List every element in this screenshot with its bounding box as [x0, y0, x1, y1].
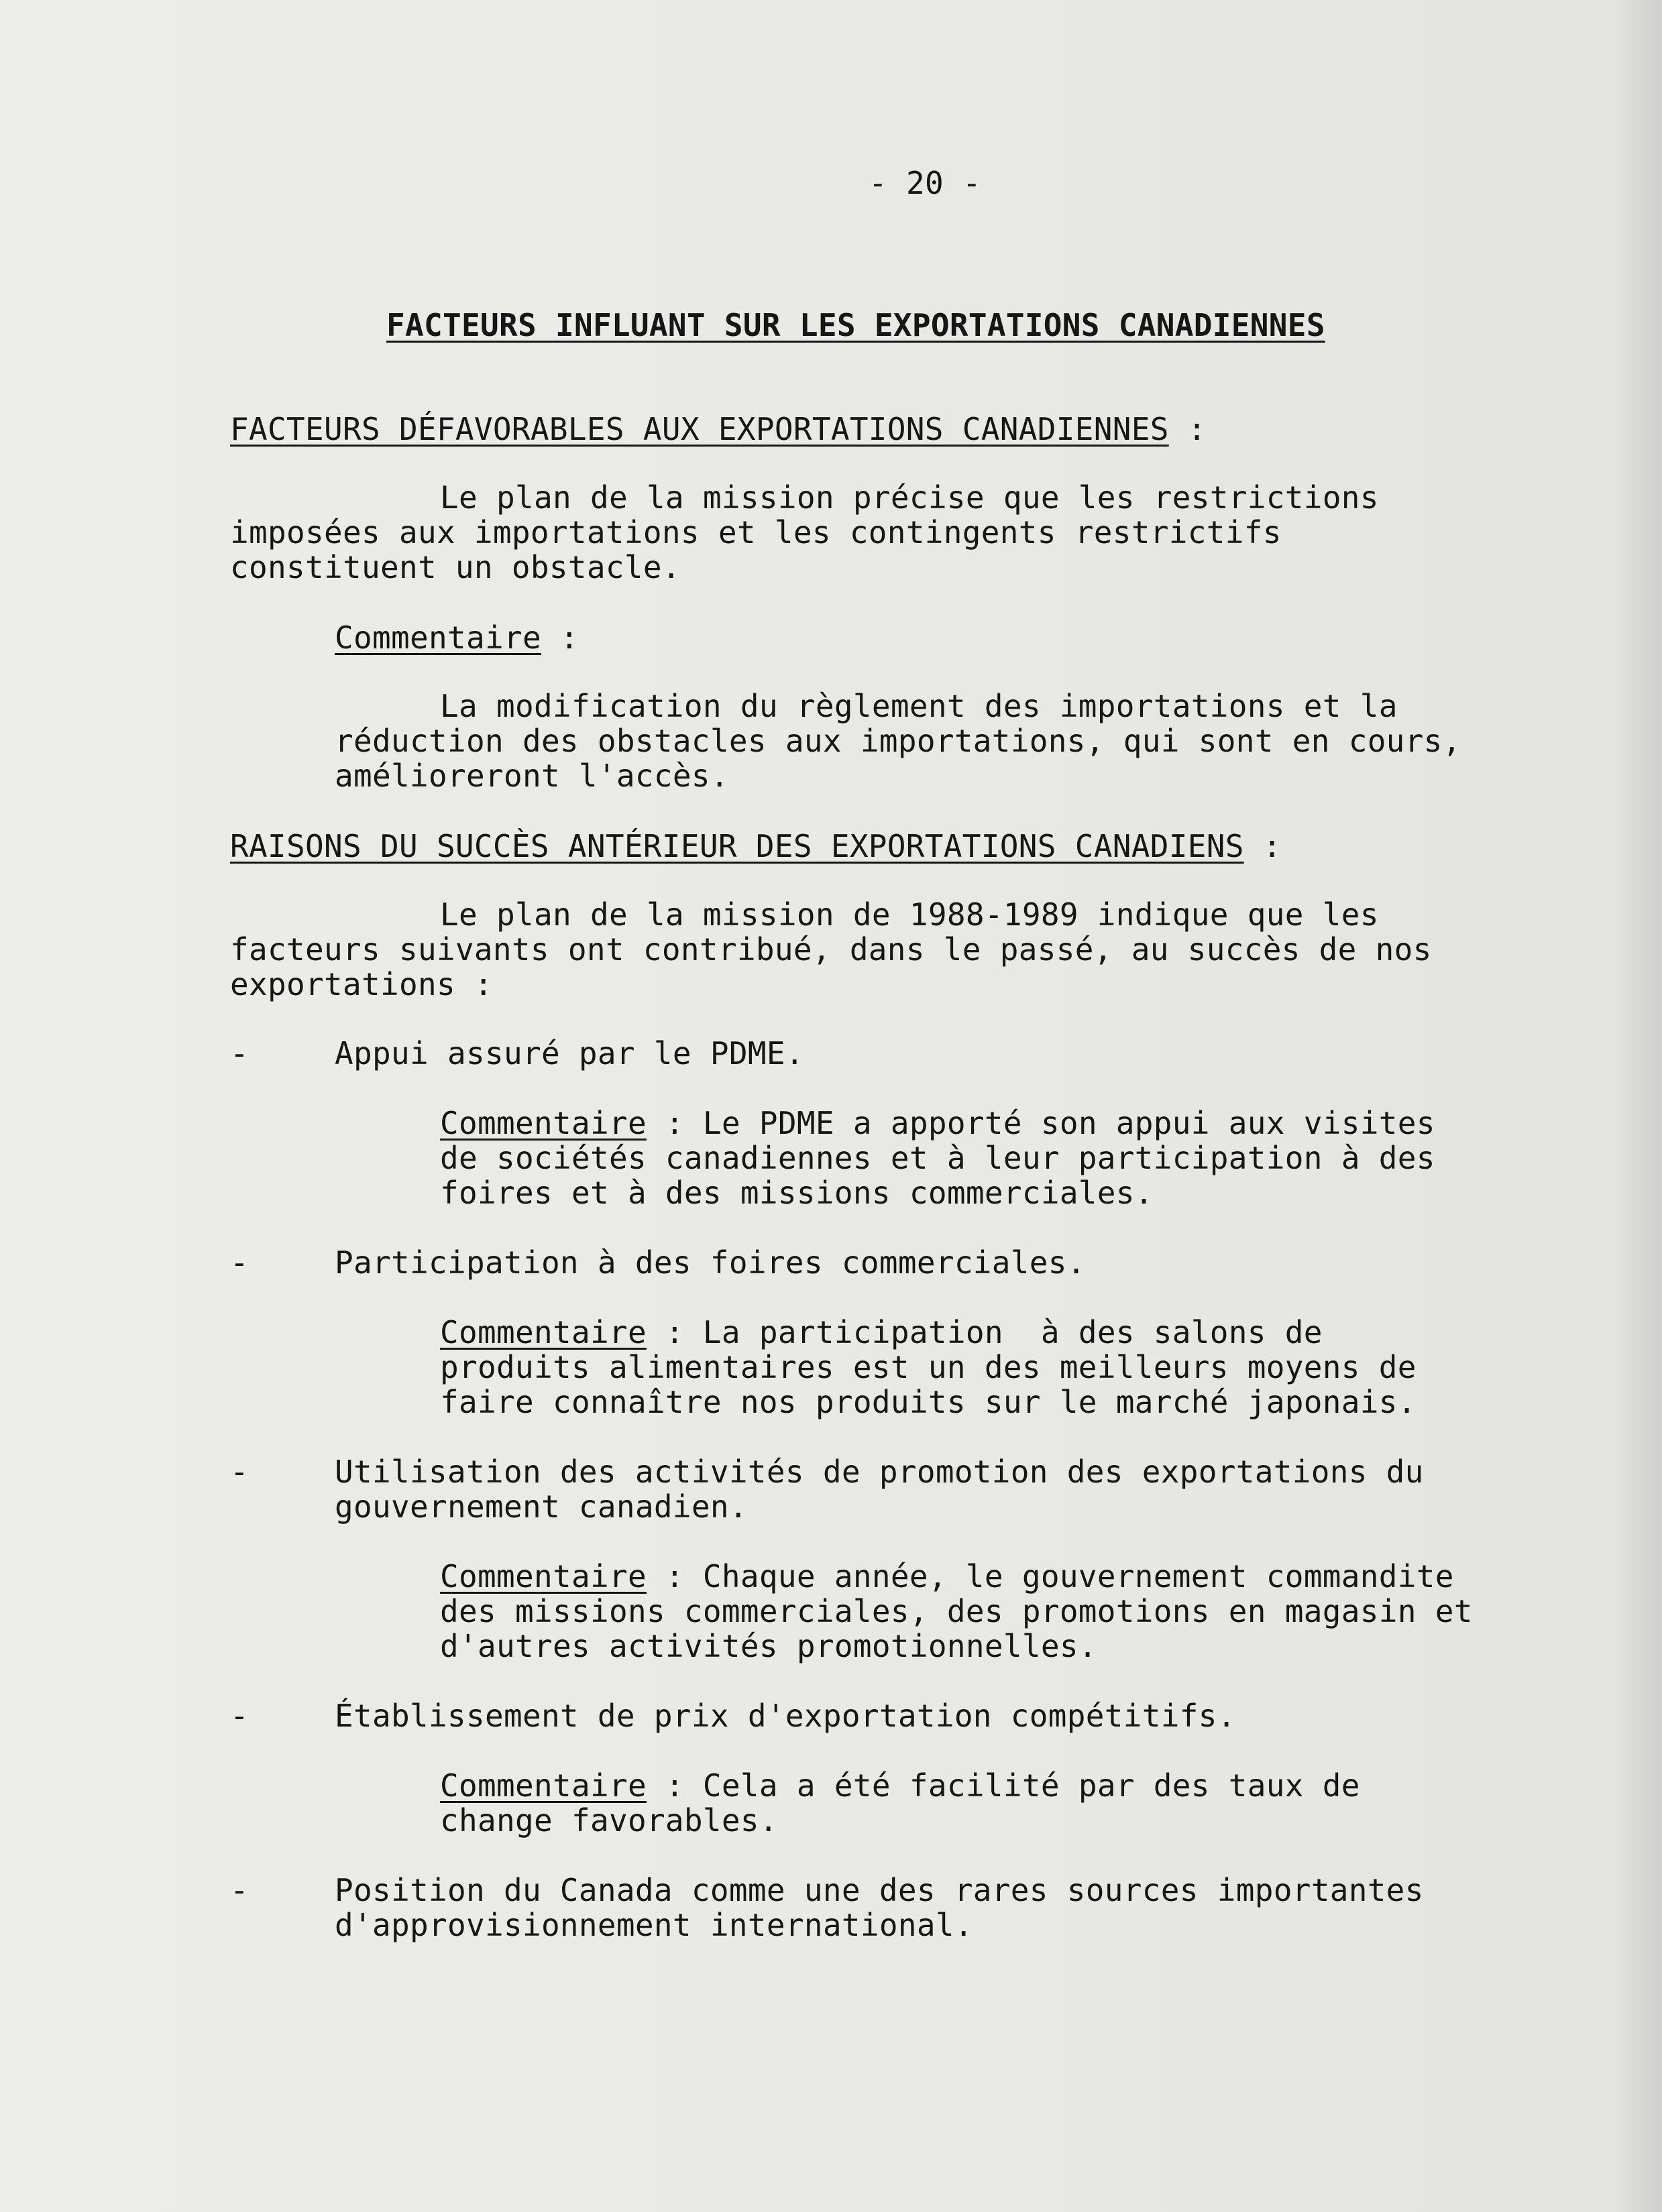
- comment-text: : Le PDME a apporté son appui aux visites: [646, 1105, 1435, 1141]
- list-item: Participation à des foires commerciales.: [335, 1244, 1086, 1281]
- comment-line: produits alimentaires est un des meilleurs moyens de: [440, 1349, 1417, 1385]
- section-heading-success: [230, 829, 1282, 864]
- comment-label: Commentaire: [440, 1105, 647, 1141]
- section-heading-text: RAISONS DU SUCCÈS ANTÉRIEUR DES EXPORTATIONS CANADIENS: [230, 828, 1244, 864]
- paragraph-line: exportations :: [230, 966, 493, 1002]
- item-comment: [440, 1315, 1323, 1350]
- heading-colon: :: [1168, 411, 1207, 447]
- comment-text: : La participation à des salons de: [646, 1314, 1323, 1350]
- paragraph-line: Le plan de la mission de 1988-1989 indique que les: [440, 896, 1379, 933]
- comment-label: Commentaire: [335, 620, 541, 656]
- comment-text: : Cela a été facilité par des taux de: [646, 1767, 1360, 1804]
- section-heading-text: FACTEURS DÉFAVORABLES AUX EXPORTATIONS CANADIENNES: [230, 411, 1169, 447]
- bullet-dash: -: [230, 1244, 249, 1281]
- list-item: Position du Canada comme une des rares sources importantes: [335, 1872, 1424, 1908]
- comment-colon: :: [541, 620, 579, 656]
- comment-line: change favorables.: [440, 1802, 778, 1839]
- list-item: Appui assuré par le PDME.: [335, 1035, 804, 1071]
- paragraph-line: imposées aux importations et les contingents restrictifs: [230, 514, 1282, 550]
- section-heading-unfavorable: [230, 412, 1207, 447]
- comment-line: faire connaître nos produits sur le marché japonais.: [440, 1384, 1417, 1420]
- comment-line: d'autres activités promotionnelles.: [440, 1628, 1097, 1664]
- comment-text: : Chaque année, le gouvernement commandite: [646, 1558, 1454, 1594]
- bullet-dash: -: [230, 1872, 249, 1908]
- paragraph-line: Le plan de la mission précise que les restrictions: [440, 479, 1379, 516]
- comment-line: de sociétés canadiennes et à leur participation à des: [440, 1140, 1435, 1176]
- list-item-continuation: d'approvisionnement international.: [335, 1907, 973, 1943]
- comment-label: Commentaire: [440, 1314, 647, 1350]
- bullet-dash: -: [230, 1698, 249, 1734]
- bullet-dash: -: [230, 1454, 249, 1490]
- comment-heading: [335, 620, 579, 655]
- heading-colon: :: [1243, 828, 1282, 864]
- page-number: - 20 -: [869, 165, 981, 201]
- comment-label: Commentaire: [440, 1558, 647, 1594]
- list-item: Utilisation des activités de promotion des exportations du: [335, 1454, 1424, 1490]
- item-comment: [440, 1106, 1435, 1141]
- comment-line: La modification du règlement des importations et la: [440, 688, 1398, 724]
- paragraph-line: facteurs suivants ont contribué, dans le passé, au succès de nos: [230, 931, 1432, 968]
- bullet-dash: -: [230, 1035, 249, 1071]
- comment-line: des missions commerciales, des promotions en magasin et: [440, 1593, 1473, 1629]
- comment-label: Commentaire: [440, 1767, 647, 1804]
- paragraph-line: constituent un obstacle.: [230, 549, 681, 585]
- list-item: Établissement de prix d'exportation compétitifs.: [335, 1698, 1236, 1734]
- item-comment: [440, 1768, 1360, 1803]
- comment-line: foires et à des missions commerciales.: [440, 1175, 1154, 1211]
- page-title: FACTEURS INFLUANT SUR LES EXPORTATIONS CANADIENNES: [386, 307, 1325, 343]
- item-comment: [440, 1559, 1454, 1594]
- comment-line: réduction des obstacles aux importations, qui sont en cours,: [335, 723, 1461, 759]
- comment-line: amélioreront l'accès.: [335, 758, 729, 794]
- list-item-continuation: gouvernement canadien.: [335, 1489, 748, 1525]
